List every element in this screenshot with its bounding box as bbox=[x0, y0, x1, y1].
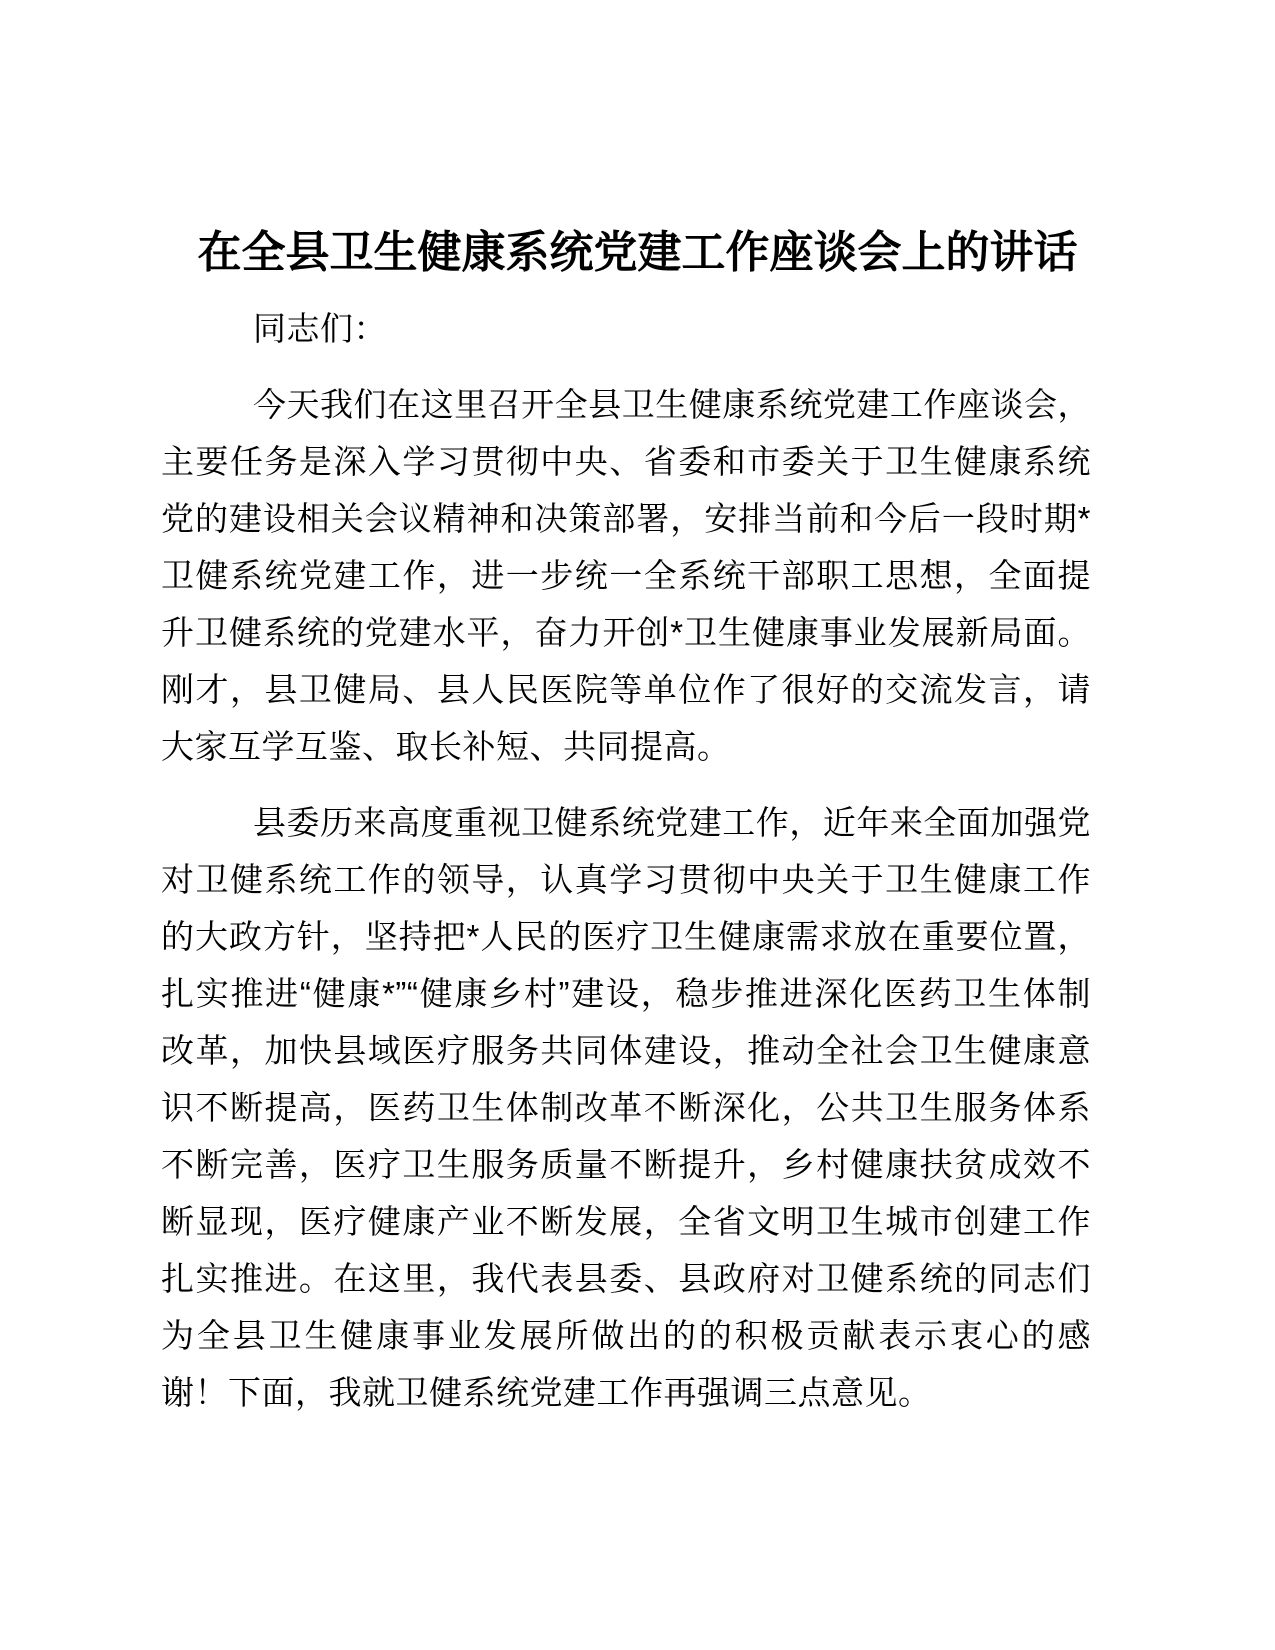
paragraph-1: 今天我们在这里召开全县卫生健康系统党建工作座谈会，主要任务是深入学习贯彻中央、省委和市委关于卫生健康系统党的建设相关会议精神和决策部署，安排当前和今后一段时期*卫健系统党建工作，进一步统一全系统干部职工思想，全面提升卫健系统的党建水平，奋力开创*卫生健康事业发展新局面。刚才，县卫健局、县人民医院等单位作了很好的交流发言，请大家互学互鉴、取长补短、共同提高。 bbox=[161, 386, 1091, 765]
paragraph-2: 县委历来高度重视卫健系统党建工作，近年来全面加强党对卫健系统工作的领导，认真学习贯彻中央关于卫生健康工作的大政方针，坚持把*人民的医疗卫生健康需求放在重要位置，扎实推进“健康*”“健康乡村”建设，稳步推进深化医药卫生体制改革，加快县域医疗服务共同体建设，推动全社会卫生健康意识不断提高，医药卫生体制改革不断深化，公共卫生服务体系不断完善，医疗卫生服务质量不断提升，乡村健康扶贫成效不断显现，医疗健康产业不断发展，全省文明卫生城市创建工作扎实推进。在这里，我代表县委、县政府对卫健系统的同志们为全县卫生健康事业发展所做出的的积极贡献表示衷心的感谢！下面，我就卫健系统党建工作再强调三点意见。 bbox=[161, 804, 1091, 1411]
salutation-line: 同志们： bbox=[253, 310, 387, 347]
document-title: 在全县卫生健康系统党建工作座谈会上的讲话 bbox=[197, 228, 1078, 277]
